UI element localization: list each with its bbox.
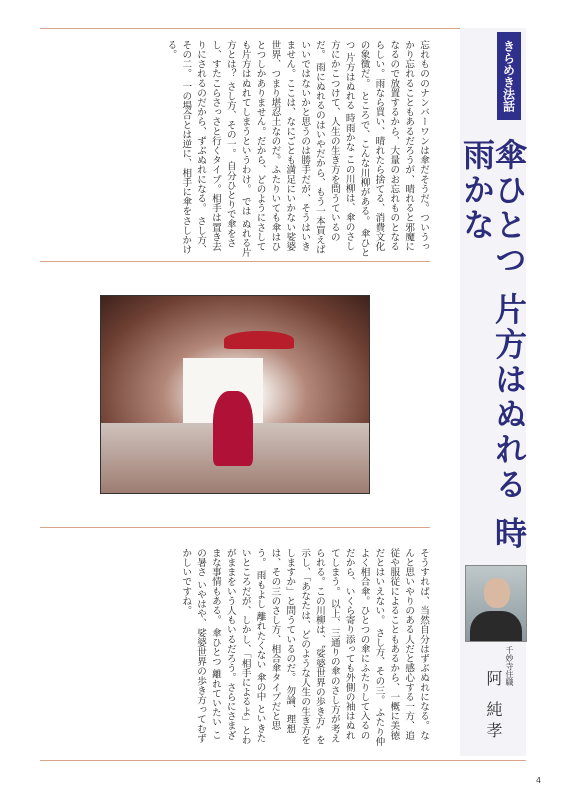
series-label: きらめき法話 (497, 32, 521, 120)
author-role: 千妙寺住職 (505, 646, 514, 686)
rule-mid-2 (40, 527, 430, 528)
body-text-top: 忘れもののナンバーワンは傘だそうだ。ついうっかり忘れることもあるだろうが、晴れると邪魔になるので放置するから、大量のお忘れものとなるらしい。雨なら買い、晴れたら捨てる、消費文化の象徴だ。 ところで、こんな川柳がある。 傘ひとつ 片方はぬれる 時雨かな この川柳は、傘のさし方にかこつけて、人生の生き方を問うているのだ。 雨にぬれるのはいやだから、もう一本買えばいいではないかと思うのは勝手だが、そうはいきません。ここは、なにごとも満足にいかない娑婆世界、つまり堪忍土なのだ。ふたりいても傘はひとつしかありません。だから、どのようにさしても片方はぬれてしまうというわけ。 では ぬれる片方とは？ さし方、その一。 自分ひとりで傘をさし、すたこらさっさと行くタイプ。相手は置き去りにされるのだから、ずぶぬれになる。 さし方、その二。 一の場合とは逆に、相手に傘をさしかける。 (165, 40, 429, 258)
rule-top (40, 28, 460, 29)
red-umbrella-icon (224, 331, 294, 349)
author-name: 阿 純孝 (484, 670, 503, 744)
author-portrait (465, 565, 527, 642)
body-text-bottom: そうすれば、当然自分はずぶぬれになる。なんと思いやりのある人だと感心する一方、追従や服従によることもあるから、一概に美徳だとはいえない。 さし方、その三。 ふたり仲よく相合傘。ひとつの傘にふたりして入るのだから、いくら寄り添っても外側の袖はぬれてしまう。 以上、三通りの傘のさし方が考えられる。この川柳は、〝娑婆世界の歩き方〟を示し、「あなたは、どのような人生の生き方をしますか」と問うているのだ。 勿論、理想は、その三のさし方、相合傘タイプだと思う。 雨もよし 離れたくない 傘の中 といきたいところだが、しかし、「相手によるよ」とわがままをいう人もいるだろう。さらにさまざまな事情もある。 傘ひとつ 離れていたい この暑さ いやはや、娑婆世界の歩き方ってむずかしいですね。 (180, 548, 429, 747)
page-title: 傘ひとつ 片方はぬれる 時雨かな (458, 138, 528, 552)
monk-umbrella-photo (100, 295, 370, 494)
monk-figure (213, 391, 253, 466)
author-robe (470, 611, 522, 641)
rule-bottom (40, 760, 526, 761)
page-number: 4 (536, 776, 542, 785)
author-face (484, 578, 510, 608)
rule-mid-1 (40, 261, 430, 262)
